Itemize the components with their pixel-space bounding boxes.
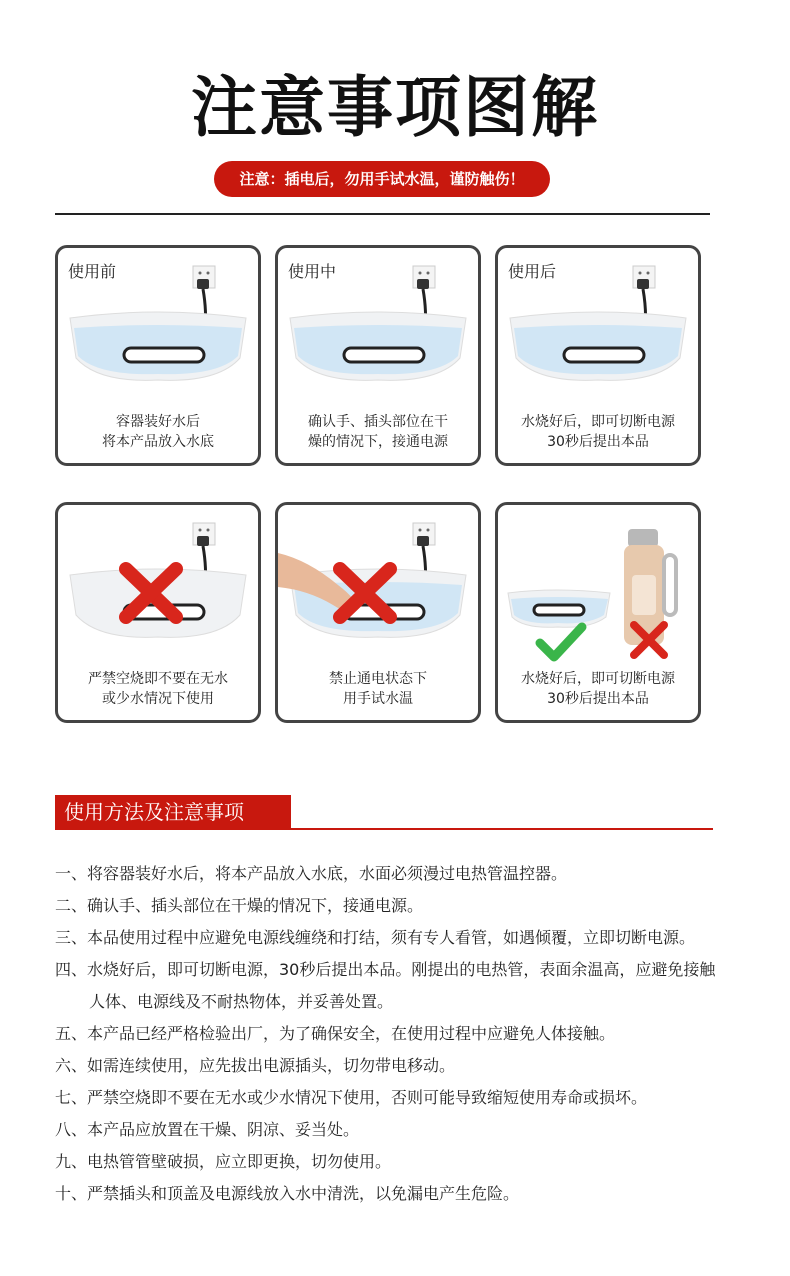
list-item: 六、如需连续使用，应先拔出电源插头，切勿带电移动。: [55, 1056, 456, 1075]
warning-card-no-touch: [275, 502, 481, 723]
plug-icon: [417, 279, 429, 289]
list-item: 九、电热管管壁破损，应立即更换，切勿使用。: [55, 1152, 392, 1171]
card-caption: 严禁空烧即不要在无水 或少水情况下使用: [88, 671, 228, 707]
divider: [55, 213, 710, 215]
plug-icon: [637, 279, 649, 289]
list-item: 七、严禁空烧即不要在无水或少水情况下使用，否则可能导致缩短使用寿命或损坏。: [55, 1088, 648, 1107]
warning-card-no-dry-heating: [55, 502, 261, 723]
section-title: 使用方法及注意事项: [55, 795, 291, 829]
heating-element-icon: [534, 605, 584, 615]
instructions-list: [55, 858, 745, 1210]
list-item: 三、本品使用过程中应避免电源线缠绕和打结，须有专人看管，如遇倾覆，立即切断电源。: [55, 928, 696, 947]
step-card-before: [55, 245, 261, 466]
step-card-during: [275, 245, 481, 466]
warning-notice: 注意：插电后，勿用手试水温，谨防触伤！: [214, 161, 550, 197]
list-item: 八、本产品应放置在干燥、阴凉、妥当处。: [55, 1120, 360, 1139]
list-item: 五、本产品已经严格检验出厂，为了确保安全，在使用过程中应避免人体接触。: [55, 1024, 616, 1043]
heating-element-icon: [124, 348, 204, 362]
page-title: 注意事项图解: [191, 69, 599, 146]
list-item: 四、水烧好后，即可切断电源，30秒后提出本品。刚提出的电热管，表面余温高，应避免接触 人体、电源线及不耐热物体，并妥善处置。: [55, 960, 716, 1011]
card-caption: 禁止通电状态下 用手试水温: [329, 671, 427, 707]
list-item: 一、将容器装好水后，将本产品放入水底，水面必须漫过电热管温控器。: [55, 864, 568, 883]
step-card-remove: [495, 502, 701, 723]
section-divider: [55, 828, 713, 830]
card-caption: 水烧好后，即可切断电源 30秒后提出本品: [521, 414, 675, 450]
card-label: 使用前: [68, 262, 117, 281]
check-mark-icon: [540, 627, 582, 657]
step-card-after: [495, 245, 701, 466]
card-caption: 确认手、插头部位在干 燥的情况下，接通电源: [308, 414, 448, 450]
card-caption: 水烧好后，即可切断电源 30秒后提出本品: [521, 671, 675, 707]
plug-icon: [197, 279, 209, 289]
card-label: 使用中: [288, 262, 337, 281]
heating-element-icon: [344, 348, 424, 362]
list-item: 十、严禁插头和顶盖及电源线放入水中清洗，以免漏电产生危险。: [55, 1184, 520, 1203]
list-item: 二、确认手、插头部位在干燥的情况下，接通电源。: [55, 896, 424, 915]
plug-icon: [197, 536, 209, 546]
card-caption: 容器装好水后 将本产品放入水底: [102, 414, 214, 450]
plug-icon: [417, 536, 429, 546]
card-label: 使用后: [508, 262, 557, 281]
heating-element-icon: [564, 348, 644, 362]
